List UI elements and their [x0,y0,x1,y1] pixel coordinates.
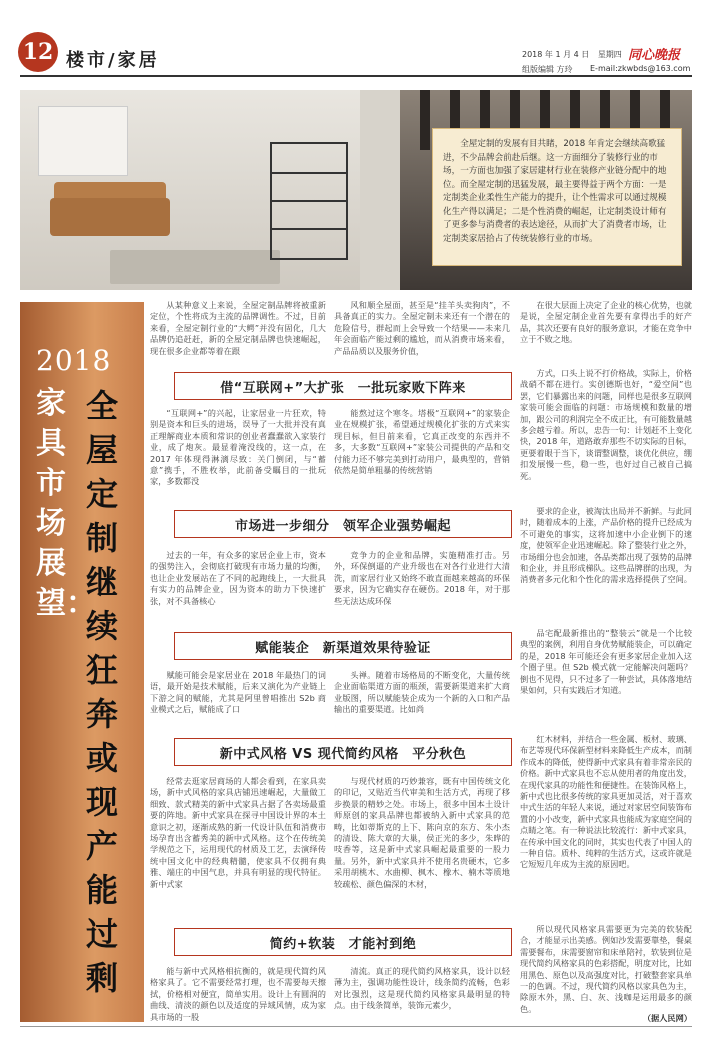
shelf-shape [270,142,348,260]
headline-year: 2018 [36,344,112,377]
text-column: 能熬过这个寒冬。塔极“互联网+”的家装企业在规模扩张，希望通过规模化扩张的方式来实现目标，但目前来看，它真正改变的东西并不多，大多数“互联网+”家装公司提供的产品和交付能力还不够完美到打动用户，最典型的，营销依然是简单粗暴的传统营销 [334,408,510,476]
article-credit: （据人民网） [642,1013,692,1023]
editor-email: E-mail:zkwbds@163.com [590,64,691,73]
text-column: 赋能可能会是家居业在 2018 年最热门的词语，最开始是技术赋能，后来又演化为产业链上下游之间的赋能，尤其是阿里曾唱推出 S2b 商业模式之后，赋能成了口 [150,670,326,715]
top-rule [20,75,692,77]
text-column: 方式，口头上说不打价格战，实际上，价格战硝不都在进行。实创德斯也好，“爱空间”也罢，它们暴露出来的问题，同样也是很多互联网家装可能会面临的问题：市场规模和数量的增加，跟公司的利润完全不成正比，有可能数量越多会越亏着。所以，忠告一句：计划赶不上变化快，2018 年，道路敢弃那些不切实际的目标，更要着眼于当下，谈谓整调整，谈优化供应，绷扣发展慢一些，稳一些，也好过自己被自己搞死。 [520,368,692,481]
section-title: 楼市/家居 [66,50,160,71]
headline-right-vertical: 全屋定制继续狂奔 或现产能过剩 [85,387,118,997]
text-column: 能与新中式风格相抗衡的，就是现代简约风格家具了。它不需要经常打理，也不需要每天擦拭，价格相对便宜，简单实用。设计上有圆润的曲线、清淡的颜色以及适度的异域风情，成为家具市场的一股 [150,966,326,1022]
editor-credit: 组版编辑 方玲 [522,65,573,74]
section-heading-1: 借“互联网+”大扩张 一批玩家败下阵来 [174,372,512,400]
text-column: 风和顺全屋面，甚至是“挂羊头卖狗肉”，不具备真正的实力。全屋定制未来还有一个潜在的危险信号，群起而上会导致一个结果——未来几年会面临产能过剩的尴尬，而从消费市场来看，产品品质以及服务价值， [334,300,510,356]
text-column: 所以现代风格家具需要更为完美的软装配合，才能显示出美感。例如沙发需要靠垫，餐桌需要餐布，床需要窗帘和床单陪衬，软装到位是现代简约风格家具的色彩搭配，明度对比，比如用黑色、原色以及高强度对比，打破整套家具单一的色调。不过，现代简约风格以家具色为主，除原木外，黑、白、灰、浅咖是运用最多的颜色。 [520,924,692,1014]
section-heading-3: 赋能装企 新渠道效果待验证 [174,632,512,660]
issue-date-line [522,49,628,60]
text-column: 从某种意义上来说，全屋定制品牌将被重新定位，个性将成为主流的品牌调性。不过，目前来看，全屋定制行业的“大鳄”并没有固化，几大品牌仍追赶赶，新的全屋定制品牌也快速崛起，现在很多企业都等着在跟 [150,300,326,356]
text-column: 头禅。随着市场格局的不断变化，大量传统企业面临渠道方面的瓶颈，需要新渠道来扩大商业版图，所以赋能装企成为一个新的入口和产品输出的重要渠道。比如尚 [334,670,510,715]
text-column: 清流。真正的现代简约风格家具，设计以轻薄为主，强调功能性设计，线条简约流畅，色彩对比强烈，这是现代简约风格家具最明显的特点。由于线条简单，装饰元素少， [334,966,510,1011]
living-room-photo [20,90,360,290]
text-column: 红木材料，并结合一些金属、板材、玻璃、布艺等现代环保新型材料来降低生产成本，而制作成本的降低，使得新中式家具有着非常亲民的价格。新中式家具也不忘从使用者的角度出发，在现代家具的功能性和便捷性。在装饰风格上，新中式也比很多传统的家具更加灵活，对于喜欢中式生活的年轻人来说，通过对家居空间装饰布置的小小改变，新中式家具也能成为家庭空间的点睛之笔。有一种说法比较流行：新中式家具，在传承中国文化的同时，其实也代表了中国人的一种自信。质朴、纯粹的生活方式，这或许就是它短短几年成为主流的原因吧。 [520,734,692,870]
text-column: 要求的企业，被淘汰出局并不新鲜。与此同时，随着成本的上涨，产品价格的提升已经成为不可避免的事实，这将加速中小企业倒下的速度，使领军企业迅速崛起。除了整装行业之外，市场细分也会加速，各品类都出现了强势的品牌和企业，并且形成梯队。这些品牌群的出现，为消费者多元化和个性化的需求选择提供了空间。 [520,506,692,585]
text-column: 经常去逛家居商场的人都会看到，在家具卖场，新中式风格的家具店铺迅速崛起，大量做工细致、款式精美的新中式家具占据了各卖场最重要的阵地。新中式家具在探寻中国设计界的本土意识之初，逐渐成熟的新一代设计队伍和消费市场孕育出含蓄秀美的新中式风格。这个在传统美学规范之下，运用现代的材质及工艺，去演绎传统中国文化中的经典精髓，使家具不仅拥有典雅、端庄的中国气息，并具有明显的现代特征。新中式家 [150,776,326,889]
text-column: 过去的一年，有众多的家居企业上市，资本的强势注入，会彻底打破现有市场力量的均衡，也让企业发展站在了不同的起跑线上，一大批具有实力的品牌企业，因为资本的助力下快速扩张，对不具备核心 [150,550,326,606]
masthead [0,0,708,88]
window-shape [38,106,128,176]
section-heading-5: 简约+软装 才能衬到绝 [174,928,512,956]
issue-weekday: 星期四 [597,50,622,59]
headline-left-vertical: 家具市场展望： [36,386,96,621]
page-number-badge: 12 [18,32,58,72]
section-heading-4: 新中式风格 VS 现代简约风格 平分秋色 [174,738,512,766]
intro-text: 全屋定制的发展有目共睹，2018 年肯定会继续高歌猛进，不少品牌会前赴后继。这一方面细分了装修行业的市场，一方面也加强了家居建材行业在装修产业链分配中的地位。而全屋定制的迅猛发展，最主要得益于两个方面：一是定制类企业柔性生产能力的提升，让个性需求可以通过规模化生产得以满足；二是个性消费的崛起，让定制类设计师有了更多参与消费者的表达途径，从而扩大了消费者市场，让定制类家居拾占了传统装修行业的市场。 [443,139,667,244]
rug-shape [110,250,280,284]
section-heading-2: 市场进一步细分 领军企业强势崛起 [174,510,512,538]
text-column: 在很大层面上决定了企业的核心优势，也就是说，全屋定制企业首先要有拿得出手的好产品，其次还要有良好的服务意识，才能在竞争中立于不败之地。 [520,300,692,345]
text-column: 品宅配最新推出的“整装云”就是一个比较典型的案例，利用自身优势赋能装企，可以确定的是，2018 年可能还会有更多家居企业加入这个圈子里。但 S2b 模式就一定能解决问题吗？倒也不见得，只不过多了一种尝试，具体落地结果如何，只有实践后才知道。 [520,628,692,696]
newspaper-logo: 同心晚报 [628,48,681,63]
text-column: 竞争力的企业和品牌，实施精准打击。另外，环保倒逼的产业升级也在对各行业进行大清洗，而家居行业又始终不敢直面越来越高的环保要求，因为它确实存在硬伤。2018 年，对于那些无法达成环保 [334,550,510,606]
sofa-shape [50,198,170,236]
issue-date: 2018 年 1 月 4 日 [522,50,590,59]
ceiling-beam [420,90,430,150]
intro-box [432,128,682,266]
bottom-rule [20,1026,692,1027]
text-column: 与现代材质的巧妙兼容，既有中国传统文化的印记，又贴近当代审美和生活方式，再现了移步换景的精妙之处。市场上，很多中国本土设计师原创的家具品牌也都被纳入新中式家具的范畴，比如蒂斯克的上下、陈向京的东方、朱小杰的清设、陈大章的大巢，侯正光的多少，朱晔的吱香等，这是新中式家具崛起最重要的一股力量。另外，新中式家具并不使用名贵硬木，它多采用胡桃木、水曲柳、枫木、橡木、楠木等质地较疏松、颜色偏深的木材， [334,776,510,889]
text-column: “互联网+”的兴起，让家居业一片狂欢，特别是资本和巨头的进场，误导了一大批并没有真正理解商业本质和常识的创业者蠢蠢欲入家装行业，成了炮灰。最显着淹没线的，这一点，在 2017 年体现得淋漓尽致：关门倒闭，与“蓄意”携手，不胜枚举，此前备受瞩目的一批玩家，多数都没 [150,408,326,487]
